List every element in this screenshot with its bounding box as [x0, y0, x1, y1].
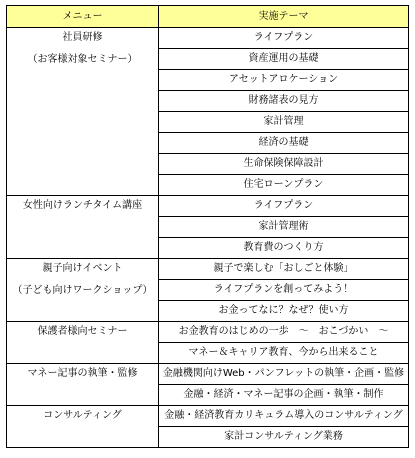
table-header: [7, 6, 409, 28]
menu-cell: [7, 322, 159, 364]
header-theme: 実施テーマ: [159, 6, 409, 28]
theme-cell: 金融・経済・マネー記事の企画・執筆・制作: [159, 385, 409, 406]
menu-title: 親子向けイベント: [42, 263, 123, 274]
theme-cell: 経済の基礎: [159, 133, 409, 154]
table-row: [7, 28, 409, 49]
menu-title: コンサルティング: [43, 410, 122, 421]
header-menu: メニュー: [7, 6, 159, 28]
theme-cell: 教育費のつくり方: [159, 238, 409, 259]
theme-cell: お金ってなに？なぜ？使い方: [159, 301, 409, 322]
theme-cell: 金融・経済教育カリキュラム導入のコンサルティング: [159, 406, 409, 427]
theme-cell: ライフプラン: [159, 28, 409, 49]
theme-cell: 生命保険保障設計: [159, 154, 409, 175]
theme-cell: アセットアロケーション: [159, 70, 409, 91]
theme-cell: 家計管理術: [159, 217, 409, 238]
menu-title: 保護者様向セミナー: [37, 326, 128, 337]
table-row: [7, 364, 409, 385]
menu-cell: [7, 196, 159, 259]
theme-cell: 財務諸表の見方: [159, 91, 409, 112]
table-row: [7, 259, 409, 280]
menu-cell: [7, 28, 159, 196]
header-row: [7, 6, 409, 28]
theme-cell: 家計コンサルティング業務: [159, 427, 409, 448]
menu-subtitle: （お客様対象セミナー）: [27, 54, 138, 65]
theme-cell: マネー＆キャリア教育、今から出来ること: [159, 343, 409, 364]
theme-cell: 資産運用の基礎: [159, 49, 409, 70]
table-body: [7, 28, 409, 448]
menu-cell: [7, 364, 159, 406]
theme-cell: 親子で楽しむ「おしごと体験」: [159, 259, 409, 280]
menu-title: マネー記事の執筆・監修: [27, 368, 138, 379]
theme-cell: 金融機関向けWeb・パンフレットの執筆・企画・監修: [159, 364, 409, 385]
menu-theme-table: [6, 5, 409, 448]
theme-cell: 家計管理: [159, 112, 409, 133]
theme-cell: 住宅ローンプラン: [159, 175, 409, 196]
table-row: [7, 406, 409, 427]
table-row: [7, 322, 409, 343]
menu-title: 女性向けランチタイム講座: [22, 200, 143, 211]
menu-cell: [7, 406, 159, 448]
theme-cell: ライフプランを創ってみよう！: [159, 280, 409, 301]
menu-subtitle: （子ども向けワークショップ）: [12, 285, 153, 296]
menu-cell: [7, 259, 159, 322]
table-row: [7, 196, 409, 217]
menu-title: 社員研修: [62, 32, 103, 43]
theme-cell: お金教育のはじめの一歩 ～ おこづかい ～: [159, 322, 409, 343]
theme-cell: ライフプラン: [159, 196, 409, 217]
